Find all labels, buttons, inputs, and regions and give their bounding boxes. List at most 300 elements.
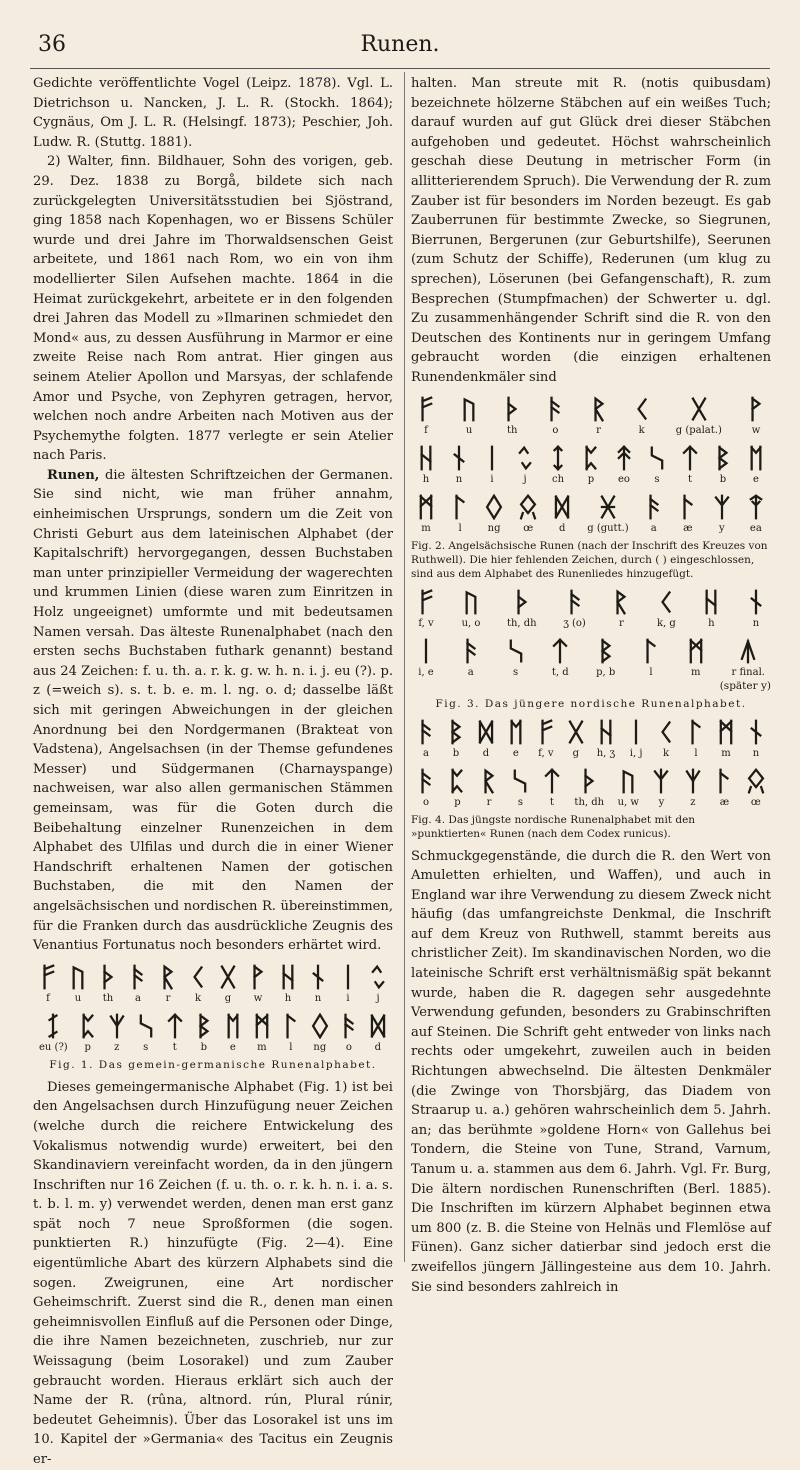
rune-label: n: [455, 473, 463, 485]
rune-glyph: [279, 964, 297, 1005]
rune-oe-icon: [747, 768, 765, 794]
rune-glyph: [590, 396, 608, 437]
rune-label: r: [486, 796, 492, 808]
rune-glyph: [642, 638, 660, 679]
entry-headword: Runen,: [47, 467, 100, 483]
rune-h-icon: [279, 964, 297, 990]
rune-glyph: [166, 1013, 184, 1054]
rune-label: n: [314, 992, 322, 1004]
rune-glyph: [311, 1013, 329, 1054]
rune-glyph: [676, 396, 722, 437]
rune-m-icon: [717, 719, 735, 745]
rune-glyph: [553, 494, 571, 535]
rune-w-icon: [249, 964, 267, 990]
rune-h-icon: [417, 445, 435, 471]
rune-glyph: [713, 494, 731, 535]
rune-label: a: [467, 666, 474, 678]
rune-label: u: [465, 424, 473, 436]
rune-label: th, dh: [574, 796, 605, 808]
rune-d-icon: [369, 1013, 387, 1039]
rune-s-icon: [137, 1013, 155, 1039]
figure-4: [411, 719, 771, 841]
left-column: [33, 74, 393, 1470]
rune-glyph: [747, 494, 765, 535]
rune-o-icon: [417, 768, 435, 794]
rune-label: d: [558, 522, 566, 534]
rune-h-icon: [597, 719, 615, 745]
rune-label: k, g: [656, 617, 676, 629]
rune-glyph: [195, 1013, 213, 1054]
rune-glyph: [537, 719, 555, 760]
rune-row: [411, 768, 771, 809]
figure-caption: Fig. 3. Das jüngere nordische Runenalphabet.: [435, 697, 747, 710]
rune-h-icon: [702, 589, 720, 615]
rune-glyph: [485, 494, 503, 535]
rune-label: l: [458, 522, 462, 534]
rune-glyph: [448, 768, 466, 809]
rune-label: u, w: [617, 796, 639, 808]
rune-label: ng: [313, 1041, 327, 1053]
rune-b-icon: [597, 638, 615, 664]
rune-glyph: [339, 964, 357, 1005]
rune-z-icon: [684, 768, 702, 794]
rune-o-icon: [566, 589, 584, 615]
rune-ng-icon: [311, 1013, 329, 1039]
rune-label: i: [490, 473, 494, 485]
rune-d-icon: [553, 494, 571, 520]
rune-glyph: [39, 1013, 68, 1054]
rune-glyph: [687, 719, 705, 760]
rune-label: l: [289, 1041, 293, 1053]
rune-j-icon: [516, 445, 534, 471]
rune-label: p, b: [596, 666, 616, 678]
rune-k-icon: [657, 589, 675, 615]
rune-glyph: [714, 445, 732, 486]
rune-label: œ: [750, 796, 761, 808]
rune-ch-icon: [549, 445, 567, 471]
figure-caption: Fig. 1. Das gemein-germanische Runenalphabet.: [49, 1058, 377, 1071]
rune-glyph: [648, 445, 666, 486]
rune-label: h: [708, 617, 715, 629]
rune-label: l: [649, 666, 653, 678]
rune-w-icon: [747, 396, 765, 422]
figure-1: [33, 964, 393, 1072]
rune-glyph: [511, 768, 529, 809]
rune-l-icon: [642, 638, 660, 664]
rune-u-icon: [460, 396, 478, 422]
rune-label: m: [721, 747, 731, 759]
rune-label: b: [719, 473, 727, 485]
rune-glyph: [681, 445, 699, 486]
rune-oe-icon: [519, 494, 537, 520]
rune-glyph: [462, 589, 481, 630]
rune-label: n: [752, 617, 760, 629]
rune-n-icon: [747, 719, 765, 745]
rune-eu-icon: [44, 1013, 62, 1039]
rune-glyph: [618, 768, 639, 809]
rune-glyph: [684, 768, 702, 809]
rune-label: u: [74, 992, 82, 1004]
rune-row: [33, 1013, 393, 1054]
rune-label: f: [46, 992, 50, 1004]
rune-glyph: [615, 445, 633, 486]
rune-p-icon: [582, 445, 600, 471]
rune-glyph: [450, 445, 468, 486]
rune-label: h: [284, 992, 292, 1004]
rune-label: k: [663, 747, 670, 759]
rune-label: m: [421, 522, 431, 534]
figure-3: [411, 589, 771, 711]
rune-g3-icon: [599, 494, 617, 520]
rune-row: [411, 396, 771, 437]
rune-o-icon: [546, 396, 564, 422]
rune-i-icon: [339, 964, 357, 990]
rune-glyph: [652, 768, 670, 809]
rune-label: f, v: [538, 747, 554, 759]
rune-label: m: [691, 666, 701, 678]
rune-label: e: [512, 747, 519, 759]
rune-label: s: [143, 1041, 149, 1053]
rune-i-icon: [417, 638, 435, 664]
rune-glyph: [447, 719, 465, 760]
rune-glyph: [567, 719, 585, 760]
rune-glyph: [747, 719, 765, 760]
rune-th-icon: [513, 589, 531, 615]
rune-glyph: [747, 768, 765, 809]
paragraph-runen: [33, 466, 393, 956]
paragraph-monuments: Schmuckgegenstände, die durch die R. den Wert von Amuletten erhielten, und Waffen), und auch in England war ihre Verwendung zu diesem Zweck nicht häufig (das umfangreichste Denkmal, die Inschrift auf dem Kreuz von Ruthwell, stammt bereits aus christlicher Zeit). Im skandinavischen Norden, wo die lateinische Schrift erst verhältnismäßig spät bekannt wurde, haben die R. dagegen sehr ausgedehnte Verwendung gefunden, besonders zu Grabinschriften auf Steinen. Die Schrift geht entweder von links nach rechts oder umgekehrt, zuweilen auch in beiden Richtungen abwechselnd. Die ältesten Denkmäler (die Zwinge von Thorsbjärg, das Diadem von Straarup u. a.) gehören wahrscheinlich dem 5. Jahrh. an; das berühmte »goldene Horn« von Gallehus bei Tondern, die Steine von Tune, Strand, Varnum, Tanum u. a. stammen aus dem 6. Jahrh. Vgl. Fr. Burg, Die ältern nordischen Runenschriften (Berl. 1885). Die Inschriften im kürzern Alphabet beginnen etwa um 800 (z. B. die Steine von Helnäs und Flemlöse auf Fünen). Ganz sicher datierbar sind jedoch erst die zweifellos jüngern Jällingesteine aus dem 10. Jahrh. Sie sind besonders zahlreich in: [411, 848, 771, 1295]
rune-glyph: [483, 445, 501, 486]
rune-label: ʒ (o): [563, 617, 586, 629]
rune-glyph: [417, 589, 435, 630]
rune-glyph: [574, 768, 604, 809]
rune-th-icon: [580, 768, 598, 794]
rune-label: i, e: [418, 666, 434, 678]
page-number: 36: [38, 32, 66, 57]
rune-e-icon: [747, 445, 765, 471]
rune-glyph: [657, 719, 675, 760]
rune-s-icon: [511, 768, 529, 794]
rune-glyph: [679, 494, 697, 535]
rune-th-icon: [99, 964, 117, 990]
rune-label: s: [654, 473, 660, 485]
rune-glyph: [563, 589, 586, 630]
rune-label: d: [482, 747, 490, 759]
right-column: [411, 74, 771, 1297]
rune-d-icon: [477, 719, 495, 745]
rune-label: b: [200, 1041, 207, 1053]
figure-caption: Fig. 2. Angelsächsische Runen (nach der Inschrift des Kreuzes von Ruthwell). Die hier fehlenden Zeichen, durch ( ) eingeschlossen, sind aus dem Alphabet des Runenliedes hinzugefügt.: [411, 539, 768, 580]
rune-label: a: [650, 522, 657, 534]
rune-g-icon: [219, 964, 237, 990]
rune-label: o: [422, 796, 430, 808]
rune-n-icon: [450, 445, 468, 471]
rune-glyph: [451, 494, 469, 535]
rune-glyph: [460, 396, 478, 437]
rune-label: n: [752, 747, 760, 759]
rune-label: th: [102, 992, 114, 1004]
rune-y-icon: [652, 768, 670, 794]
rune-a-icon: [417, 719, 435, 745]
rune-label: f, v: [418, 617, 434, 629]
rune-i-icon: [627, 719, 645, 745]
rune-row: [411, 494, 771, 535]
rune-i-icon: [483, 445, 501, 471]
rune-label: s: [512, 666, 519, 678]
rune-b-icon: [447, 719, 465, 745]
rune-label: d: [374, 1041, 382, 1053]
rune-glyph: [645, 494, 663, 535]
rune-label: f: [424, 424, 428, 436]
rune-label: i, j: [629, 747, 643, 759]
rune-row: [411, 638, 771, 679]
rune-glyph: [612, 589, 630, 630]
rune-y-icon: [713, 494, 731, 520]
rune-k-icon: [657, 719, 675, 745]
rune-j-icon: [369, 964, 387, 990]
paragraph-runeberg-refs: Gedichte veröffentlichte Vogel (Leipz. 1878). Vgl. L. Dietrichson u. Nancken, J. L. R. (Stockh. 1864); Cygnäus, Om J. L. R. (Helsingf. 1873); Peschier, Joh. Ludw. R. (Stuttg. 1881).: [33, 76, 393, 150]
rune-glyph: [702, 589, 720, 630]
rune-glyph: [219, 964, 237, 1005]
rune-label: eu (?): [39, 1041, 68, 1053]
rune-s-icon: [507, 638, 525, 664]
rune-glyph: [417, 494, 435, 535]
rune-label: g (palat.): [675, 424, 722, 436]
rune-glyph: [417, 445, 435, 486]
rune-label: t: [687, 473, 693, 485]
rune-glyph: [189, 964, 207, 1005]
rune-label: p: [454, 796, 461, 808]
rune-rf-icon: [739, 638, 757, 664]
rune-glyph: [69, 964, 87, 1005]
rune-b-icon: [714, 445, 732, 471]
rune-glyph: [587, 494, 628, 535]
rune-label: æ: [683, 522, 693, 534]
rune-glyph: [417, 768, 435, 809]
rune-label: ea: [749, 522, 762, 534]
rune-glyph: [543, 768, 561, 809]
rune-glyph: [717, 719, 735, 760]
rune-g-icon: [567, 719, 585, 745]
rune-s-icon: [648, 445, 666, 471]
rune-label: g: [224, 992, 232, 1004]
rune-glyph: [480, 768, 498, 809]
rune-glyph: [519, 494, 537, 535]
rune-glyph: [503, 396, 521, 437]
rune-label: th, dh: [506, 617, 537, 629]
rune-label: g: [572, 747, 579, 759]
rune-a-icon: [129, 964, 147, 990]
rune-label: th: [507, 424, 518, 436]
rune-glyph: [249, 964, 267, 1005]
rune-label: ng: [487, 522, 501, 534]
rune-label: o: [345, 1041, 352, 1053]
rune-glyph: [477, 719, 495, 760]
rune-label: s: [517, 796, 524, 808]
rune-n-icon: [747, 589, 765, 615]
rune-glyph: [369, 964, 387, 1005]
rune-label: r: [619, 617, 624, 629]
rune-label: z: [114, 1041, 120, 1053]
rune-o-icon: [340, 1013, 358, 1039]
rune-u-icon: [69, 964, 87, 990]
rune-r-icon: [612, 589, 630, 615]
rune-glyph: [417, 396, 435, 437]
rune-glyph: [516, 445, 534, 486]
entry-text: die ältesten Schriftzeichen der Germanen. Sie sind nicht, wie man früher annahm, einheimischen Ursprungs, sondern um die Zeit von Christi Geburt aus dem lateinischen Alphabet (der Kapitalschrift) hervorgegangen, dessen Buchstaben man unter prinzipieller Vermeidung der wagerechten und krummen Linien (diese waren zum Einritzen in Holz ungeeignet) umformte und mit bedeutsamen Namen versah. Das älteste Runenalphabet (nach den ersten sechs Buchstaben futhark genannt) bestand aus 24 Zeichen: f. u. th. a. r. k. g. w. h. n. i. j. eu (?). p. z (=weich s). s. t. b. e. m. l. ng. o. d; dasselbe läßt sich mit geringen Abweichungen in der gleichen Anordnung bei den Nordgermanen (Brakteat von Vadstena), Angelsachsen (in der Themse gefundenes Messer) und Südgermanen (Charnayspange) nachweisen, war also allen germanischen Stämmen gemeinsam, was für die Goten durch die Beibehaltung einzelner Runenzeichen in dem Alphabet des Ulfilas und durch die in einer Wiener Handschrift erhaltenen Namen der gotischen Buchstaben, die mit den Namen der angelsächsischen und nordischen R. übereinstimmen, für die Franken durch das ausdrückliche Zeugnis des Venantius Fortunatus noch besonders erhärtet wird.: [33, 467, 393, 954]
rune-r-icon: [590, 396, 608, 422]
rune-label: z: [690, 796, 696, 808]
rune-r-icon: [159, 964, 177, 990]
rune-glyph: [417, 638, 435, 679]
rune-label: k: [638, 424, 645, 436]
rune-label: r final.: [731, 666, 765, 678]
rune-glyph: [108, 1013, 126, 1054]
rune-glyph: [627, 719, 645, 760]
rune-u-icon: [619, 768, 637, 794]
rune-m-icon: [253, 1013, 271, 1039]
rune-glyph: [747, 589, 765, 630]
rune-glyph: [39, 964, 57, 1005]
rune-label: m: [257, 1041, 267, 1053]
rune-label: b: [452, 747, 460, 759]
header-rule: [30, 68, 770, 69]
rune-glyph: [224, 1013, 242, 1054]
figure-note: (später y): [719, 679, 771, 692]
rune-glyph: [657, 589, 676, 630]
rune-row: [411, 445, 771, 486]
rune-label: e: [229, 1041, 236, 1053]
rune-m-icon: [417, 494, 435, 520]
rune-label: y: [658, 796, 665, 808]
rune-label: œ: [523, 522, 534, 534]
page-header: [30, 32, 770, 66]
rune-label: l: [694, 747, 698, 759]
rune-l-icon: [282, 1013, 300, 1039]
rune-t-icon: [166, 1013, 184, 1039]
rune-glyph: [687, 638, 705, 679]
rune-a-icon: [462, 638, 480, 664]
rune-label: h, ʒ: [596, 747, 616, 759]
rune-label: i: [346, 992, 350, 1004]
running-title: Runen.: [360, 32, 440, 57]
rune-z-icon: [108, 1013, 126, 1039]
rune-label: j: [376, 992, 380, 1004]
rune-m-icon: [687, 638, 705, 664]
rune-label: p: [587, 473, 595, 485]
rune-p-icon: [448, 768, 466, 794]
rune-glyph: [546, 396, 564, 437]
rune-row: [411, 719, 771, 760]
rune-ae-icon: [679, 494, 697, 520]
rune-glyph: [159, 964, 177, 1005]
rune-glyph: [582, 445, 600, 486]
rune-u-icon: [462, 589, 480, 615]
rune-f-icon: [39, 964, 57, 990]
rune-l-icon: [687, 719, 705, 745]
rune-glyph: [129, 964, 147, 1005]
rune-label: ch: [551, 473, 565, 485]
paragraph-walter: 2) Walter, finn. Bildhauer, Sohn des vorigen, geb. 29. Dez. 1838 zu Borgå, bildete sich nach zurückgelegten Universitätsstudien bei Sjöstrand, ging 1858 nach Kopenhagen, wo er Bissens Schüler wurde und drei Jahre im Thorwaldsenschen Geist arbeitete, und 1861 nach Rom, wo ein von ihm modellierter Silen Aufsehen machte. 1864 in die Heimat zurückgekehrt, arbeitete er in den folgenden drei Jahren das Modell zu »Ilmarinen schmiedet den Mond« aus, zu dessen Ausführung in Marmor er eine zweite Reise nach Rom antrat. Hier gingen aus seinem Atelier Apollon und Marsyas, der schlafende Amor und Psyche, von Zephyren getragen, hervor, welchen noch andre Arbeiten nach Motiven aus der Psychemythe folgten. 1877 verlegte er sein Atelier nach Paris.: [33, 154, 393, 464]
rune-glyph: [507, 638, 525, 679]
rune-t-icon: [551, 638, 569, 664]
rune-a-icon: [645, 494, 663, 520]
paragraph-oracle: halten. Man streute mit R. (notis quibusdam) bezeichnete hölzerne Stäbchen auf ein weißes Tuch; darauf wurden auf gut Glück drei dieser Stäbchen aufgehoben und gedeutet. Höchst wahrscheinlich geschah diese Deutung in metrischer Form (in allitterierendem Spruch). Die Verwendung der R. zum Zauber ist für besonders im Norden bezeugt. Es gab Zauberrunen für bestimmte Zwecke, so Siegrunen, Bierrunen, Bergerunen (zur Geburtshilfe), Seerunen (zum Schutz der Schiffe), Rederunen (um klug zu sprechen), Löserunen (bei Gefangenschaft), R. zum Besprechen (Stumpfmachen) der Schwerter u. dgl. Zu zusammenhängender Schrift sind die R. von den Deutschen des Kontinents nur in geringem Umfang gebraucht worden (die einzigen erhaltenen Runendenkmäler sind: [411, 76, 771, 385]
rune-glyph: [747, 445, 765, 486]
rune-glyph: [633, 396, 651, 437]
rune-label: g (gutt.): [587, 522, 629, 534]
rune-label: r: [165, 992, 171, 1004]
rune-glyph: [597, 719, 615, 760]
rune-b-icon: [195, 1013, 213, 1039]
rune-glyph: [282, 1013, 300, 1054]
rune-glyph: [747, 396, 765, 437]
rune-label: a: [423, 747, 429, 759]
rune-glyph: [253, 1013, 271, 1054]
rune-label: k: [194, 992, 202, 1004]
rune-label: t: [172, 1041, 177, 1053]
figure-caption: Fig. 4. Das jüngste nordische Runenalphabet mit den »punktierten« Runen (nach dem Codex runicus).: [411, 813, 696, 840]
rune-t-icon: [543, 768, 561, 794]
rune-ae-icon: [715, 768, 733, 794]
paragraph-alphabet-history: Dieses gemeingermanische Alphabet (Fig. 1) ist bei den Angelsachsen durch Hinzufügung neuer Zeichen (welche durch die reichere Entwickelung des Vokalismus notwendig wurde) erweitert, bei den Skandinaviern vereinfacht worden, da in den jüngern Inschriften nur 16 Zeichen (f. u. th. o. r. k. h. n. i. a. s. t. b. l. m. y) verwendet werden, denen man erst ganz spät noch 7 neue Sproßformen (die sogen. punktierten R.) hinzufügte (Fig. 2—4). Eine eigentümliche Abart des kürzern Alphabets sind die sogen. Zweigrunen, eine Art nordischer Geheimschrift. Zuerst sind die R., denen man einen geheimnisvollen Einfluß auf die Personen oder Dinge, die ihre Namen bezeichneten, zuschrieb, nur zur Weissagung (beim Losorakel) und zum Zauber gebraucht worden. Hieraus erklärt sich auch der Name der R. (rûna, altnord. rún, Plural rúnir, bedeutet Geheimnis). Über das Losorakel ist uns im 10. Kapitel der »Germania« des Tacitus ein Zeugnis er-: [33, 1079, 393, 1467]
rune-f-icon: [537, 719, 555, 745]
rune-glyph: [596, 638, 615, 679]
rune-glyph: [507, 589, 537, 630]
rune-label: j: [523, 473, 527, 485]
rune-th-icon: [503, 396, 521, 422]
rune-row: [411, 589, 771, 630]
rune-label: u, o: [461, 617, 481, 629]
column-divider: [404, 72, 405, 1262]
rune-label: y: [719, 522, 725, 534]
rune-glyph: [309, 964, 327, 1005]
rune-glyph: [715, 768, 733, 809]
rune-label: w: [751, 424, 761, 436]
rune-glyph: [417, 719, 435, 760]
rune-k-icon: [189, 964, 207, 990]
rune-n-icon: [309, 964, 327, 990]
rune-label: a: [135, 992, 141, 1004]
rune-glyph: [137, 1013, 155, 1054]
rune-label: h: [422, 473, 430, 485]
figure-2: [411, 396, 771, 581]
rune-glyph: [549, 445, 567, 486]
rune-label: p: [84, 1041, 91, 1053]
rune-label: e: [753, 473, 759, 485]
rune-k-icon: [633, 396, 651, 422]
rune-glyph: [732, 638, 765, 679]
rune-label: r: [596, 424, 601, 436]
rune-e-icon: [507, 719, 525, 745]
rune-ea-icon: [747, 494, 765, 520]
rune-glyph: [99, 964, 117, 1005]
rune-label: t, d: [551, 666, 569, 678]
rune-label: æ: [719, 796, 730, 808]
rune-label: eo: [618, 473, 630, 485]
rune-label: t: [549, 796, 554, 808]
rune-ng-icon: [485, 494, 503, 520]
rune-glyph: [462, 638, 480, 679]
rune-row: [33, 964, 393, 1005]
rune-g2-icon: [690, 396, 708, 422]
rune-glyph: [369, 1013, 387, 1054]
rune-e-icon: [224, 1013, 242, 1039]
rune-t-icon: [681, 445, 699, 471]
rune-f-icon: [417, 589, 435, 615]
rune-label: o: [552, 424, 559, 436]
rune-glyph: [79, 1013, 97, 1054]
